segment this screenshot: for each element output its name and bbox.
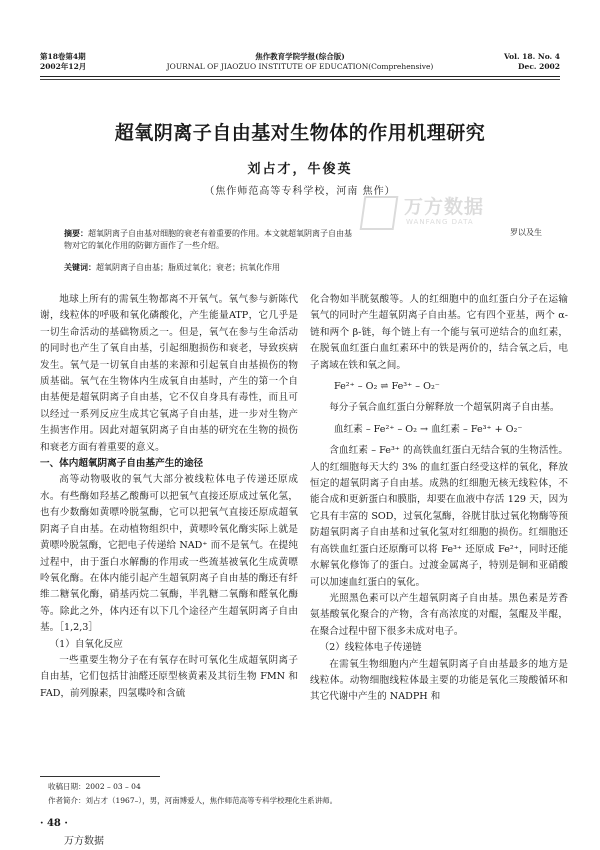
authors: 刘占才，牛俊英 <box>247 162 353 177</box>
equation-2: 血红素 – Fe²⁺ – O₂ → 血红素 – Fe³⁺ + O₂⁻ <box>334 423 523 435</box>
body-paragraph: 光照黑色素可以产生超氧阴离子自由基。黑色素是芳香氨基酸氧化聚合的产物，含有高浓度的对醌，氢醌及半醌，在聚合过程中留下很多未成对电子。 <box>310 592 568 637</box>
header-rule <box>40 76 560 77</box>
left-column <box>40 292 298 702</box>
footnote-rule <box>40 776 160 777</box>
date-en: Dec. 2002 <box>518 62 560 71</box>
body-paragraph: 在需氧生物细胞内产生超氧阴离子自由基最多的地方是线粒体。动物细胞线粒体最主要的功能是氧化三羧酸循环和其它代谢中产生的 NADPH 和 <box>310 658 568 703</box>
volume-issue-en: Vol. 18. No. 4 <box>503 52 560 61</box>
footnote-author-info: 作者简介：刘占才（1967–），男，河南博爱人，焦作师范高等专科学校理化生系讲师。 <box>48 796 338 805</box>
keywords <box>64 262 544 273</box>
body-paragraph: 一些重要生物分子在有氧存在时可氧化生成超氧阴离子自由基，它们包括甘油醛还原型核黄素及其衍生物 FMN 和 FAD，前列腺素，四氢喋呤和含硫 <box>40 654 298 699</box>
date-cn: 2002年12月 <box>40 62 87 71</box>
page-number: · 48 · <box>40 818 68 829</box>
wanfang-logo-icon <box>360 196 399 230</box>
abstract-text-line2: 物对它的氧化作用的防御方面作了一些介绍。 <box>64 241 224 250</box>
volume-issue <box>40 52 86 72</box>
right-column <box>310 292 568 706</box>
section-heading-1: 一、体内超氧阴离子自由基产生的途径 <box>40 458 204 470</box>
watermark-text: 万方数据 <box>404 196 485 218</box>
keywords-text: 超氧阴离子自由基；脂质过氧化；衰老；抗氧化作用 <box>96 263 280 272</box>
journal-name-en: JOURNAL OF JIAOZUO INSTITUTE OF EDUCATION(Comprehensive) <box>166 62 434 71</box>
abstract <box>64 227 544 252</box>
volume-issue-cn: 第18卷第4期 <box>40 52 86 61</box>
abstract-text: 超氧阴离子自由基对细胞的衰老有着重要的作用。本文就超氧阴离子自由基 <box>88 229 352 238</box>
journal-name <box>140 52 460 72</box>
running-header <box>40 52 560 76</box>
body-paragraph: 化合物如半胱氨酸等。人的红细胞中的血红蛋白分子在运输氧气的同时产生超氧阴离子自由基。它有四个亚基，两个 α-链和两个 β-链，每个链上有一个能与氧可逆结合的血红素，在脱氧血红蛋白血红素环中的铁是两价的，结合氧之后，电子离域在铁和氧之间。 <box>310 294 568 371</box>
body-paragraph: 每分子氧合血红蛋白分解释放一个超氧阴离子自由基。 <box>329 402 560 414</box>
header-rule-thin <box>40 79 560 80</box>
volume-issue-en-block <box>504 52 560 72</box>
equation-1: Fe²⁺ – O₂ ⇌ Fe³⁺ – O₂⁻ <box>334 381 440 393</box>
footnote-received: 收稿日期：2002 – 03 – 04 <box>48 782 141 791</box>
intro-paragraph: 地球上所有的需氧生物都离不开氧气。氧气参与新陈代谢，线粒体的呼吸和氧化磷酸化，产生能量ATP，它几乎是一切生命活动的基础物质之一。但是，氧气在参与生命活动的同时也产生了氧自由基，引起细胞损伤和衰老，导致疾病发生。氧气是一切氧自由基的来源和引起氧自由基损伤的物质基础。氧气在生物体内生成氧自由基时，产生的第一个自由基便是超氧阴离子自由基，它不仅自身具有毒性，而且可以经过一系列反应生成其它氧离子自由基，进一步对生物产生损害作用。因此对超氧阴离子自由基的研究在生物的损伤和衰老方面有着重要的意义。 <box>40 294 298 453</box>
body-paragraph: 含血红素 – Fe³⁺ 的高铁血红蛋白无结合氧的生物活性。人的红细胞每天大约 3% 的血红蛋白经受这样的氧化，释放恒定的超氧阴离子自由基。成熟的红细胞无核无线粒体，不能合成和更新蛋白和膜脂，却要在血液中存活 129 天，因为它具有丰富的 SOD，过氧化氢酶，谷胱甘肽过氧化物酶等预防超氧阴离子自由基和过氧化氢对红细胞的损伤。红细胞还有高铁血红蛋白还原酶可以将 Fe³⁺ 还原成 Fe²⁺，同时还能水解氧化修饰了的蛋白。过渡金属离子，特别是铜和亚硝酸可以加速血红蛋白的氧化。 <box>310 445 568 588</box>
subsection-heading-1: （1）自氧化反应 <box>49 638 123 650</box>
body-paragraph: 高等动物吸收的氧气大部分被线粒体电子传递还原成水。有些酶如羟基乙酸酶可以把氧气直接还原成过氧化氢，也有少数酶如黄嘌呤脱氢酶，它可以把氧气直接还原成超氧阴离子自由基。在动植物组织中，黄嘌呤氧化酶实际上就是黄嘌呤脱氢酶，它把电子传递给 NAD⁺ 而不是氧气。在提纯过程中，由于蛋白水解酶的作用或一些巯基被氧化生成黄嘌呤氧化酶。在体内能引起产生超氧阴离子自由基的酶还有纤维二糖氧化酶，硝基丙烷二氧酶，半乳糖二氧酶和醛氧化酶等。除此之外，体内还有以下几个途径产生超氧阴离子自由基。［1,2,3］ <box>40 474 298 634</box>
affiliation: （焦作师范高等专科学校，河南 焦作） <box>204 186 396 197</box>
brand-footer: 万方数据 <box>64 836 104 847</box>
abstract-label: 摘要： <box>64 228 88 238</box>
journal-name-cn: 焦作教育学院学报(综合版) <box>255 52 345 61</box>
watermark-subtext: WANFANG DATA <box>406 218 474 226</box>
keywords-label: 关键词： <box>64 262 96 272</box>
abstract-tail: 罗以及生 <box>510 228 542 237</box>
article-title: 超氧阴离子自由基对生物体的作用机理研究 <box>114 122 486 144</box>
subsection-heading-2: （2）线粒体电子传递链 <box>319 642 422 654</box>
